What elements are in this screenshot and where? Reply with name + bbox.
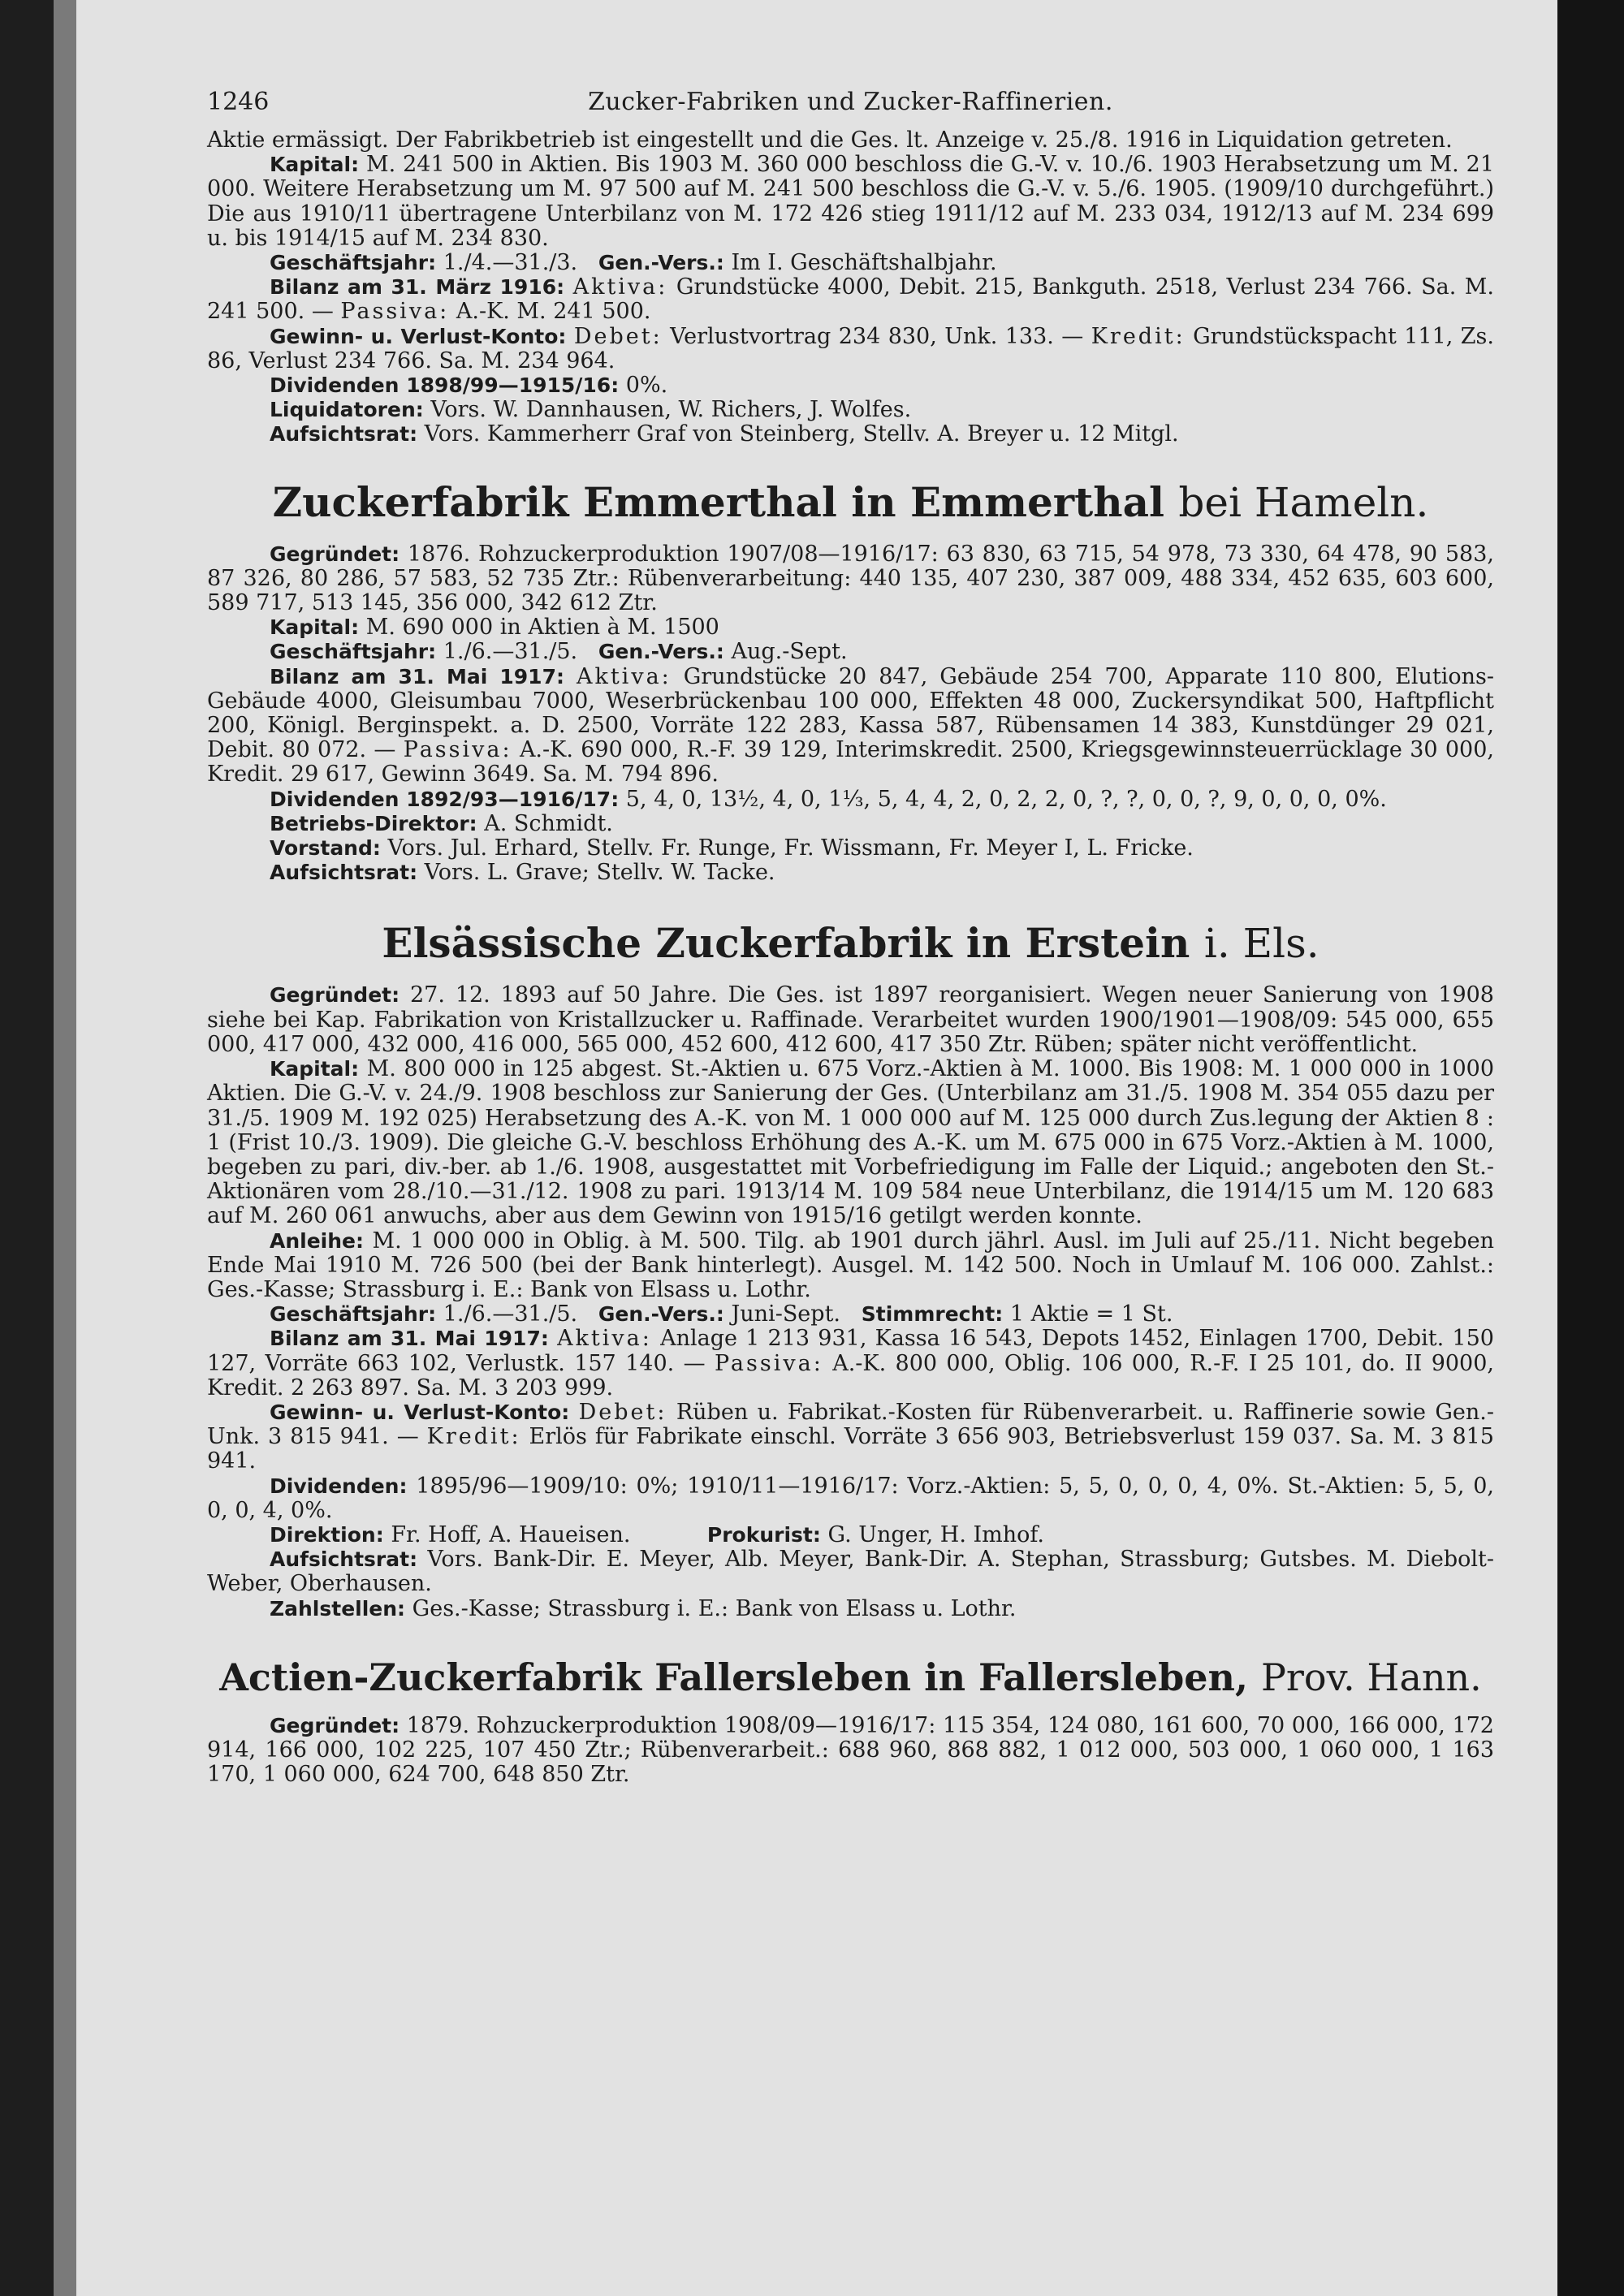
emmerthal-bilanz: Bilanz am 31. Mai 1917: Aktiva: Grundstücke 20 847, Gebäude 254 700, Apparate 110 800, Elutions-Gebäude 4000, Gleisumbau 7000, Weserbrückenbau 100 000, Effekten 48 000, Zuckersyndikat 500, Haftpflicht 200, Königl. Berginspekt. a. D. 2500, Vorräte 122 283, Kassa 587, Rübensamen 14 383, Kunstdünger 29 021, Debit. 80 072. — Passiva: A.-K. 690 000, R.-F. 39 129, Interimskredit. 2500, Kriegsgewinnsteuerrücklage 30 000, Kredit. 29 617, Gewinn 3649. Sa. M. 794 896. [207, 663, 1494, 788]
running-header [207, 88, 1494, 128]
erstein-kapital: Kapital: M. 800 000 in 125 abgest. St.-Aktien u. 675 Vorz.-Aktien à M. 1000. Bis 1908: M. 1 000 000 in 1000 Aktien. Die G.-V. v. 24./9. 1908 beschloss zur Sanierung der Ges. (Unterbilanz am 31./5. 1908 M. 354 055 dazu per 31./5. 1909 M. 192 025) Herabsetzung des A.-K. von M. 1 000 000 auf M. 125 000 durch Zus.legung der Aktien 8 : 1 (Frist 10./3. 1909). Die gleiche G.-V. beschloss Erhöhung des A.-K. um M. 675 000 in 675 Vorz.-Aktien à M. 1000, begeben zu pari, div.-ber. ab 1./6. 1908, ausgestattet mit Vorbefriedigung im Falle der Liquid.; angeboten den St.-Aktionären vom 28./10.—31./12. 1908 zu pari. 1913/14 M. 109 584 neue Unterbilanz, die 1914/15 um M. 120 683 auf M. 260 061 anwuchs, aber aus dem Gewinn von 1915/16 getilgt werden konnte. [207, 1056, 1494, 1229]
erstein-anleihe: Anleihe: M. 1 000 000 in Oblig. à M. 500. Tilg. ab 1901 durch jährl. Ausl. im Juli auf 25./11. Nicht begeben Ende Mai 1910 M. 726 500 (bei der Bank hinterlegt). Ausgel. M. 142 500. Noch in Umlauf M. 106 000. Zahlst.: Ges.-Kasse; Strassburg i. E.: Bank von Elsass u. Lothr. [207, 1228, 1494, 1302]
erstein-bilanz: Bilanz am 31. Mai 1917: Aktiva: Anlage 1 213 931, Kassa 16 543, Depots 1452, Einlagen 1700, Debit. 150 127, Vorräte 663 102, Verlustk. 157 140. — Passiva: A.-K. 800 000, Oblig. 106 000, R.-F. I 25 101, do. II 9000, Kredit. 2 263 897. Sa. M. 3 203 999. [207, 1326, 1494, 1400]
erstein-direktion: Direktion: Fr. Hoff, A. Haueisen. Prokurist: G. Unger, H. Imhof. [270, 1521, 1045, 1547]
prev-kapital: Kapital: M. 241 500 in Aktien. Bis 1903 M. 360 000 beschloss die G.-V. v. 10./6. 1903 Herabsetzung um M. 21 000. Weitere Herabsetzung um M. 97 500 auf M. 241 500 beschloss die G.-V. v. 5./6. 1905. (1909/10 durchgeführt.) Die aus 1910/11 übertragene Unterbilanz von M. 172 426 stieg 1911/12 auf M. 233 034, 1912/13 auf M. 234 699 u. bis 1914/15 auf M. 234 830. [207, 152, 1494, 251]
fallersleben-gegruendet: Gegründet: 1879. Rohzuckerproduktion 1908/09—1916/17: 115 354, 124 080, 161 600, 70 000, 166 000, 172 914, 166 000, 102 225, 107 450 Ztr.; Rübenverarbeit.: 688 960, 868 882, 1 012 000, 503 000, 1 060 000, 1 163 170, 1 060 000, 624 700, 648 850 Ztr. [207, 1712, 1494, 1788]
prev-geschaeftsjahr: Geschäftsjahr: 1./4.—31./3. Gen.-Vers.: Im I. Geschäftshalbjahr. [270, 250, 997, 276]
erstein-dividenden: Dividenden: 1895/96—1909/10: 0%; 1910/11—1916/17: Vorz.-Aktien: 5, 5, 0, 0, 0, 4, 0%. St.-Aktien: 5, 5, 0, 0, 0, 4, 0%. [207, 1473, 1494, 1523]
running-title: Zucker-Fabriken und Zucker-Raffinerien. [588, 88, 1113, 116]
prev-liquidatoren: Liquidatoren: Vors. W. Dannhausen, W. Richers, J. Wolfes. [270, 397, 912, 423]
erstein-gegruendet: Gegründet: 27. 12. 1893 auf 50 Jahre. Die Ges. ist 1897 reorganisiert. Wegen neuer Sanierung von 1908 siehe bei Kap. Fabrikation von Kristallzucker u. Raffinade. Verarbeitet wurden 1900/1901—1908/09: 545 000, 655 000, 417 000, 432 000, 416 000, 565 000, 452 600, 412 600, 417 350 Ztr. Rüben; später nicht veröffentlicht. [207, 982, 1494, 1057]
emmerthal-aufsichtsrat: Aufsichtsrat: Vors. L. Grave; Stellv. W. Tacke. [270, 860, 775, 886]
prev-aufsichtsrat: Aufsichtsrat: Vors. Kammerherr Graf von Steinberg, Stellv. A. Breyer u. 12 Mitgl. [270, 421, 1179, 447]
prev-dividenden: Dividenden 1898/99—1915/16: 0%. [270, 373, 668, 399]
emmerthal-betriebsdirektor: Betriebs-Direktor: A. Schmidt. [270, 810, 613, 836]
erstein-guv: Gewinn- u. Verlust-Konto: Debet: Rüben u. Fabrikat.-Kosten für Rübenverarbeit. u. Raffinerie sowie Gen.-Unk. 3 815 941. — Kredit: Erlös für Fabrikate einschl. Vorräte 3 656 903, Betriebsverlust 159 037. Sa. M. 3 815 941. [207, 1399, 1495, 1474]
prev-guv: Gewinn- u. Verlust-Konto: Debet: Verlustvortrag 234 830, Unk. 133. — Kredit: Grundstückspacht 111, Zs. 86, Verlust 234 766. Sa. M. 234 964. [207, 323, 1494, 373]
emmerthal-vorstand: Vorstand: Vors. Jul. Erhard, Stellv. Fr. Runge, Fr. Wissmann, Fr. Meyer I, L. Fricke. [270, 835, 1194, 861]
entry-fallersleben [207, 1655, 1494, 1788]
page-number: 1246 [207, 88, 270, 116]
entry-title-emmerthal: Zuckerfabrik Emmerthal in Emmerthal bei Hameln. [272, 477, 1429, 526]
entry-emmerthal [207, 478, 1494, 886]
prev-intro: Aktie ermässigt. Der Fabrikbetrieb ist eingestellt und die Ges. lt. Anzeige v. 25./8. 1916 in Liquidation getreten. [207, 127, 1453, 153]
entry-title-erstein: Elsässische Zuckerfabrik in Erstein i. Els. [382, 919, 1320, 968]
erstein-zahlstellen: Zahlstellen: Ges.-Kasse; Strassburg i. E.: Bank von Elsass u. Lothr. [270, 1595, 1017, 1621]
entry-title-fallersleben: Actien-Zuckerfabrik Fallersleben in Fallersleben, Prov. Hann. [219, 1655, 1482, 1699]
prev-bilanz: Bilanz am 31. März 1916: Aktiva: Grundstücke 4000, Debit. 215, Bankguth. 2518, Verlust 234 766. Sa. M. 241 500. — Passiva: A.-K. M. 241 500. [207, 274, 1494, 325]
emmerthal-kapital: Kapital: M. 690 000 in Aktien à M. 1500 [270, 615, 719, 641]
page-spine-shadow [54, 0, 76, 2296]
emmerthal-dividenden: Dividenden 1892/93—1916/17: 5, 4, 0, 13½, 4, 0, 1⅓, 5, 4, 4, 2, 0, 2, 2, 0, ?, ?, 0, 0, ?, 9, 0, 0, 0, 0%. [270, 786, 1387, 812]
page-content [207, 88, 1494, 1787]
page-right-edge [1557, 0, 1624, 2296]
entry-erstein [207, 919, 1494, 1621]
emmerthal-gegruendet: Gegründet: 1876. Rohzuckerproduktion 1907/08—1916/17: 63 830, 63 715, 54 978, 73 330, 64 478, 90 583, 87 326, 80 286, 57 583, 52 735 Ztr.: Rübenverarbeitung: 440 135, 407 230, 387 009, 488 334, 452 635, 603 600, 589 717, 513 145, 356 000, 342 612 Ztr. [207, 541, 1494, 616]
erstein-aufsichtsrat: Aufsichtsrat: Vors. Bank-Dir. E. Meyer, Alb. Meyer, Bank-Dir. A. Stephan, Strassburg; Gutsbes. M. Diebolt-Weber, Oberhausen. [207, 1547, 1494, 1597]
emmerthal-geschaeftsjahr: Geschäftsjahr: 1./6.—31./5. Gen.-Vers.: Aug.-Sept. [270, 639, 848, 665]
entry-previous [207, 128, 1494, 447]
erstein-geschaeftsjahr: Geschäftsjahr: 1./6.—31./5. Gen.-Vers.: Juni-Sept. Stimmrecht: 1 Aktie = 1 St. [270, 1301, 1173, 1327]
